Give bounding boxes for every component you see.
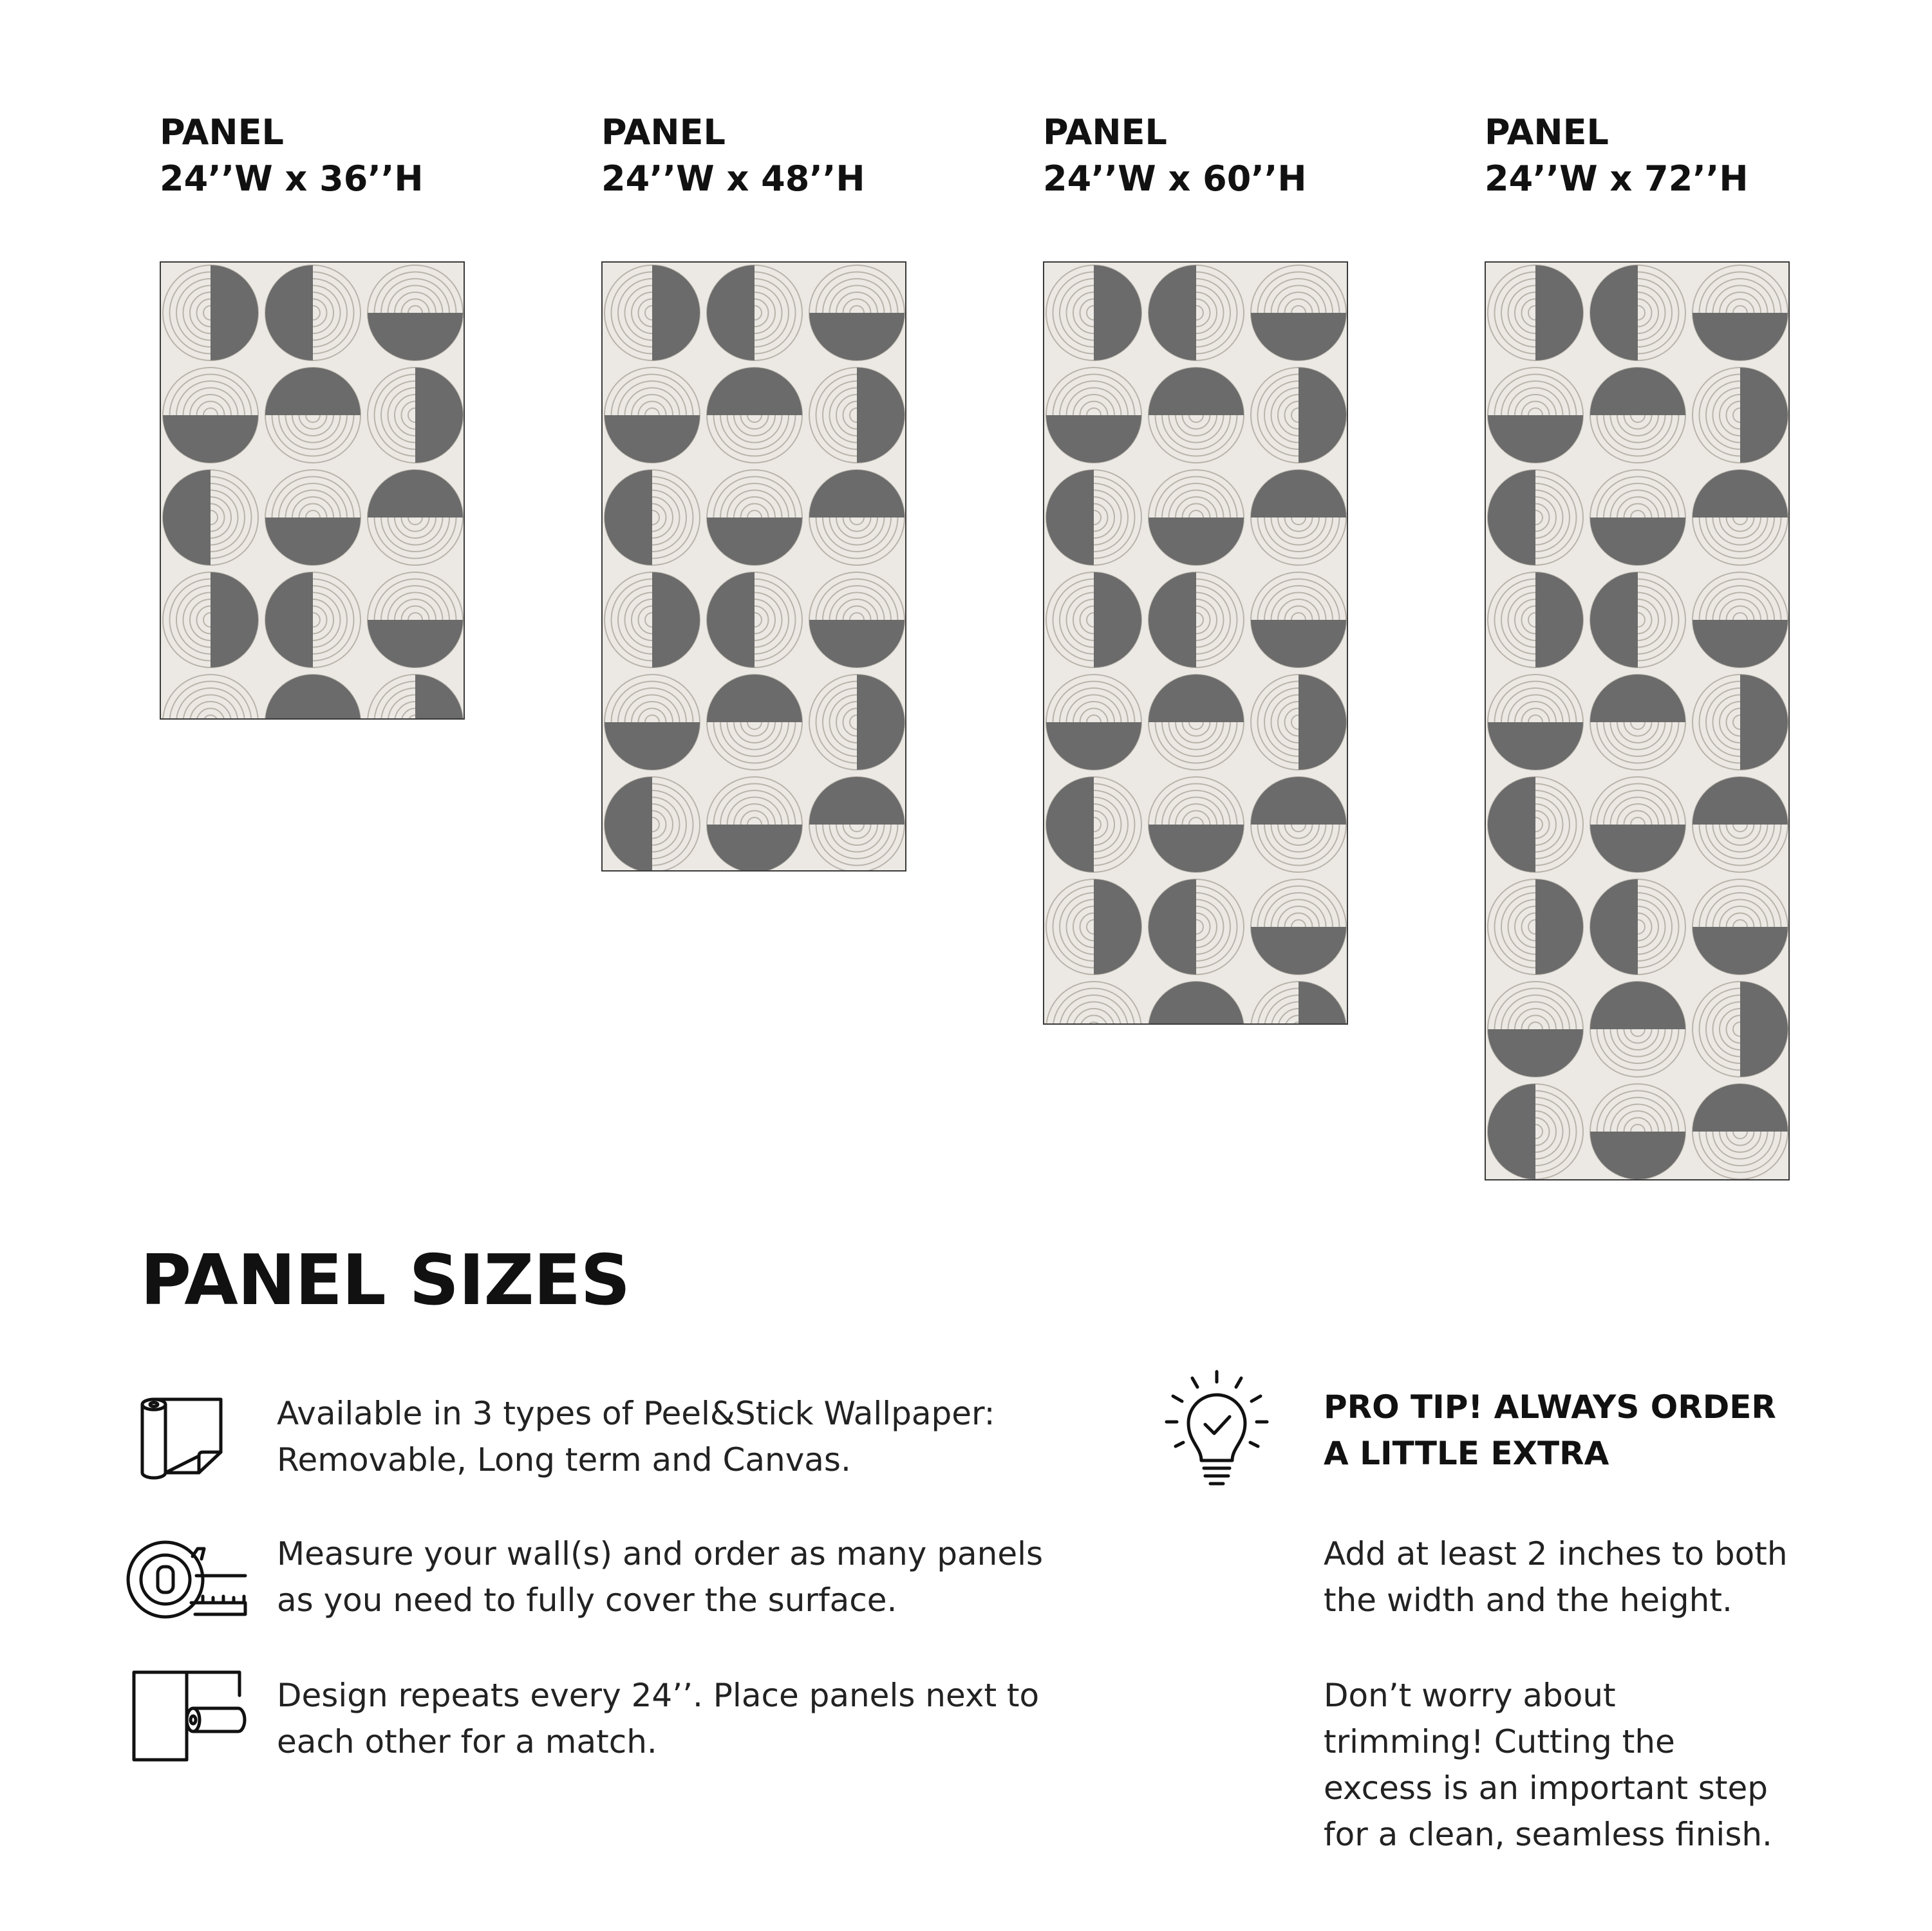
panel-label: PANEL (1485, 112, 1609, 153)
panel-dimensions: 24’’W x 36’’H (160, 158, 424, 199)
pro-tip-line: for a clean, seamless finish. (1324, 1816, 1772, 1853)
feature-line: Measure your wall(s) and order as many panels (277, 1535, 1044, 1572)
panel-dimensions: 24’’W x 48’’H (601, 158, 865, 199)
feature-text-repeat (277, 1672, 1107, 1765)
panel-label: PANEL (1043, 112, 1167, 153)
panel-72 (1485, 109, 1871, 202)
pro-tip-line: Don’t worry about (1324, 1677, 1616, 1714)
feature-text-measure (277, 1531, 1107, 1623)
pro-tip-line: excess is an important step (1324, 1769, 1768, 1807)
tape-measure-icon (126, 1531, 251, 1630)
panel-48 (601, 109, 988, 202)
moon-pattern (603, 263, 905, 870)
pro-tip-line: Add at least 2 inches to both (1324, 1535, 1788, 1572)
pro-tip-trimming (1324, 1672, 1903, 1858)
section-title: PANEL SIZES (140, 1240, 630, 1321)
pro-tip-heading-line: A LITTLE EXTRA (1324, 1435, 1609, 1472)
moon-pattern (1486, 263, 1788, 1179)
feature-text-types (277, 1390, 1107, 1483)
wallpaper-roll-icon (132, 1390, 229, 1490)
panel-label: PANEL (601, 112, 726, 153)
panel-title (1043, 109, 1429, 202)
panel-preview (1485, 261, 1790, 1180)
panel-title (601, 109, 988, 202)
feature-line: Design repeats every 24’’. Place panels next to (277, 1677, 1040, 1714)
feature-line: as you need to fully cover the surface. (277, 1581, 897, 1619)
wallpaper-repeat-icon (129, 1667, 251, 1767)
panel-title (1485, 109, 1871, 202)
panel-preview (160, 261, 465, 720)
panel-preview (1043, 261, 1348, 1025)
feature-line: Available in 3 types of Peel&Stick Wallpaper: (277, 1395, 995, 1432)
panel-36 (160, 109, 546, 202)
pro-tip-line: trimming! Cutting the (1324, 1723, 1675, 1760)
lightbulb-check-icon (1159, 1368, 1275, 1500)
panel-dimensions: 24’’W x 60’’H (1043, 158, 1307, 199)
panel-preview (601, 261, 906, 872)
panel-dimensions: 24’’W x 72’’H (1485, 158, 1749, 199)
moon-pattern (161, 263, 464, 718)
panel-title (160, 109, 546, 202)
moon-pattern (1044, 263, 1347, 1023)
pro-tip-extra (1324, 1531, 1903, 1623)
feature-line: each other for a match. (277, 1723, 657, 1760)
panel-label: PANEL (160, 112, 284, 153)
pro-tip-line: the width and the height. (1324, 1581, 1732, 1619)
pro-tip-heading (1324, 1384, 1776, 1477)
pro-tip-heading-line: PRO TIP! ALWAYS ORDER (1324, 1388, 1776, 1426)
panel-60 (1043, 109, 1429, 202)
feature-line: Removable, Long term and Canvas. (277, 1441, 851, 1479)
